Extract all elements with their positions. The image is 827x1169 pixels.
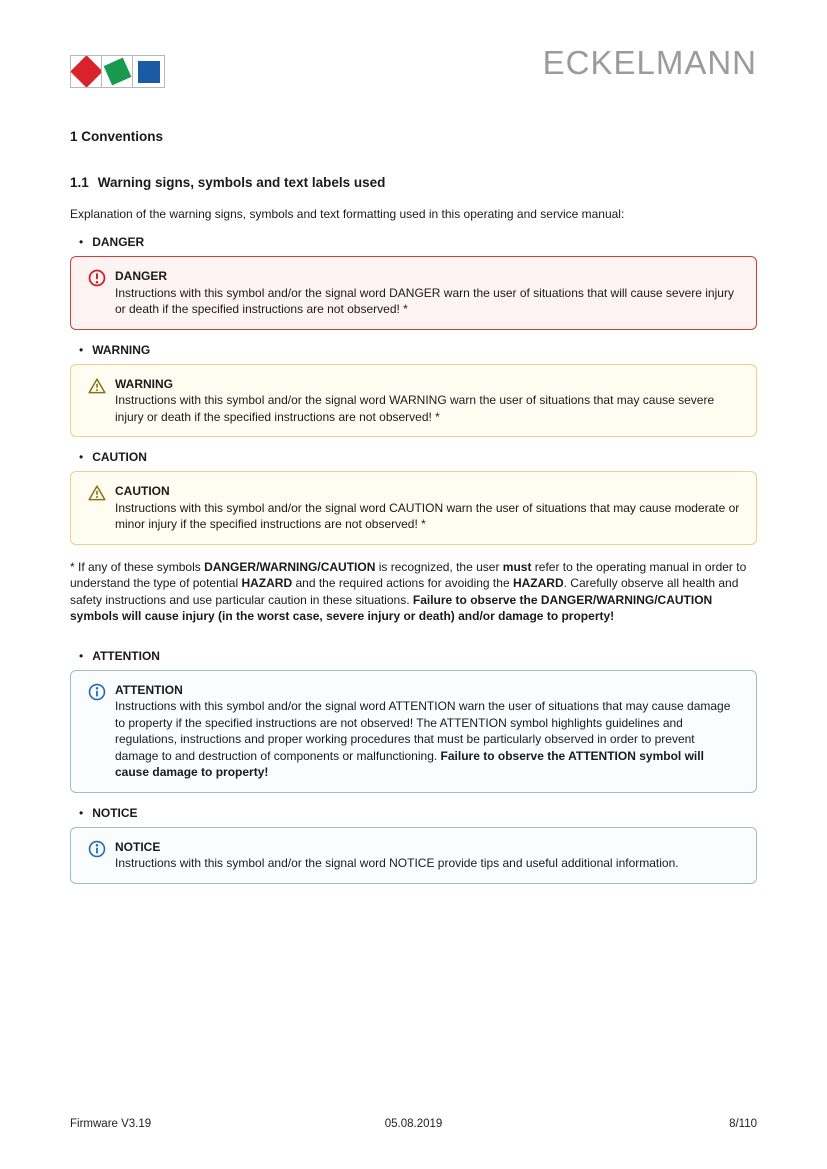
exclamation-circle-icon xyxy=(88,269,106,287)
logo-green-square xyxy=(103,58,131,86)
bullet-glyph: • xyxy=(79,648,84,663)
section-heading xyxy=(70,175,757,190)
notice-box-text xyxy=(115,268,740,318)
page-footer xyxy=(70,1118,757,1130)
danger-notice-box xyxy=(70,256,757,330)
footer-firmware-version: Firmware V3.19 xyxy=(70,1118,152,1130)
notice-notice-box xyxy=(70,827,757,884)
hazard-note-paragraph: * If any of these symbols DANGER/WARNING/CAUTION is recognized, the user must refer to the operating manual in order to understand the type of potential HAZARD and the required actions for avoiding the HAZARD. Carefully observe all health and safety instructions and use particular caution in these situations. Failure to observe the DANGER/WARNING/CAUTION symbols will cause injury (in the worst case, severe injury or death) and/or damage to property! xyxy=(70,559,747,623)
notice-box-body: Instructions with this symbol and/or the signal word WARNING warn the user of situations that may cause severe injury or death if the specified instructions are not observed! * xyxy=(115,393,715,424)
section-title: Warning signs, symbols and text labels used xyxy=(97,175,386,190)
footer-page-number: 8/110 xyxy=(729,1118,757,1130)
footer-date: 05.08.2019 xyxy=(384,1118,443,1130)
notice-box-body: Instructions with this symbol and/or the signal word NOTICE provide tips and useful additional information. xyxy=(115,856,679,870)
notice-box-text xyxy=(115,483,740,533)
notice-box-text xyxy=(115,682,740,781)
page-content xyxy=(70,46,757,884)
notice-box-body: Instructions with this symbol and/or the signal word CAUTION warn the user of situations that may cause moderate or minor injury if the specified instructions are not observed! * xyxy=(115,500,740,531)
bullet-label: WARNING xyxy=(92,342,151,357)
bullet-item-danger xyxy=(79,234,757,250)
page-header xyxy=(70,46,757,106)
chapter-heading: 1 Conventions xyxy=(70,129,164,144)
bullet-label: ATTENTION xyxy=(92,648,160,663)
info-circle-icon xyxy=(88,683,106,701)
section-number: 1.1 xyxy=(70,175,89,190)
bullet-item-caution xyxy=(79,449,757,465)
caution-notice-box xyxy=(70,471,757,545)
info-circle-icon xyxy=(88,840,106,858)
logo-cell-blue xyxy=(133,56,164,87)
notice-box-title: ATTENTION xyxy=(115,682,183,697)
notice-box-title: CAUTION xyxy=(115,484,170,498)
eckelmann-logo xyxy=(70,55,165,88)
notice-box-body: Instructions with this symbol and/or the signal word DANGER warn the user of situations that will cause severe injury or death if the specified instructions are not observed! * xyxy=(115,285,734,316)
notice-box-title: DANGER xyxy=(115,269,168,283)
bullet-item-notice xyxy=(79,805,757,821)
notice-box-text xyxy=(115,839,679,872)
bullet-label: DANGER xyxy=(92,235,145,249)
logo-cell-red xyxy=(71,56,102,87)
bullet-glyph: • xyxy=(79,805,84,820)
bullet-glyph: • xyxy=(79,235,84,249)
logo-red-diamond xyxy=(71,56,102,87)
brand-wordmark: ECKELMANN xyxy=(542,44,757,81)
logo-blue-square xyxy=(138,61,160,83)
notice-box-body: Instructions with this symbol and/or the signal word ATTENTION warn the user of situations that may cause damage to property if the specified instructions are not observed! The ATTENTION symbol highlights guidelines and regulations, instructions and proper working procedures that must be particularly observed in order to prevent damage to and destruction of components or malfunctioning. Failure to observe the ATTENTION symbol will cause damage to property! xyxy=(115,699,731,779)
intro-paragraph: Explanation of the warning signs, symbols and text formatting used in this operating and service manual: xyxy=(70,207,625,221)
warning-triangle-icon xyxy=(88,377,106,395)
notice-box-title: NOTICE xyxy=(115,839,161,854)
warning-notice-box xyxy=(70,364,757,438)
bullet-glyph: • xyxy=(79,342,84,357)
bullet-label: CAUTION xyxy=(92,450,147,464)
bullet-glyph: • xyxy=(79,450,84,464)
attention-notice-box xyxy=(70,670,757,793)
bullet-label: NOTICE xyxy=(92,805,138,820)
bullet-item-warning xyxy=(79,342,757,358)
notice-box-text xyxy=(115,376,740,426)
notice-box-title: WARNING xyxy=(115,376,173,391)
warning-triangle-icon xyxy=(88,484,106,502)
logo-cell-green xyxy=(102,56,133,87)
bullet-item-attention xyxy=(79,648,757,664)
